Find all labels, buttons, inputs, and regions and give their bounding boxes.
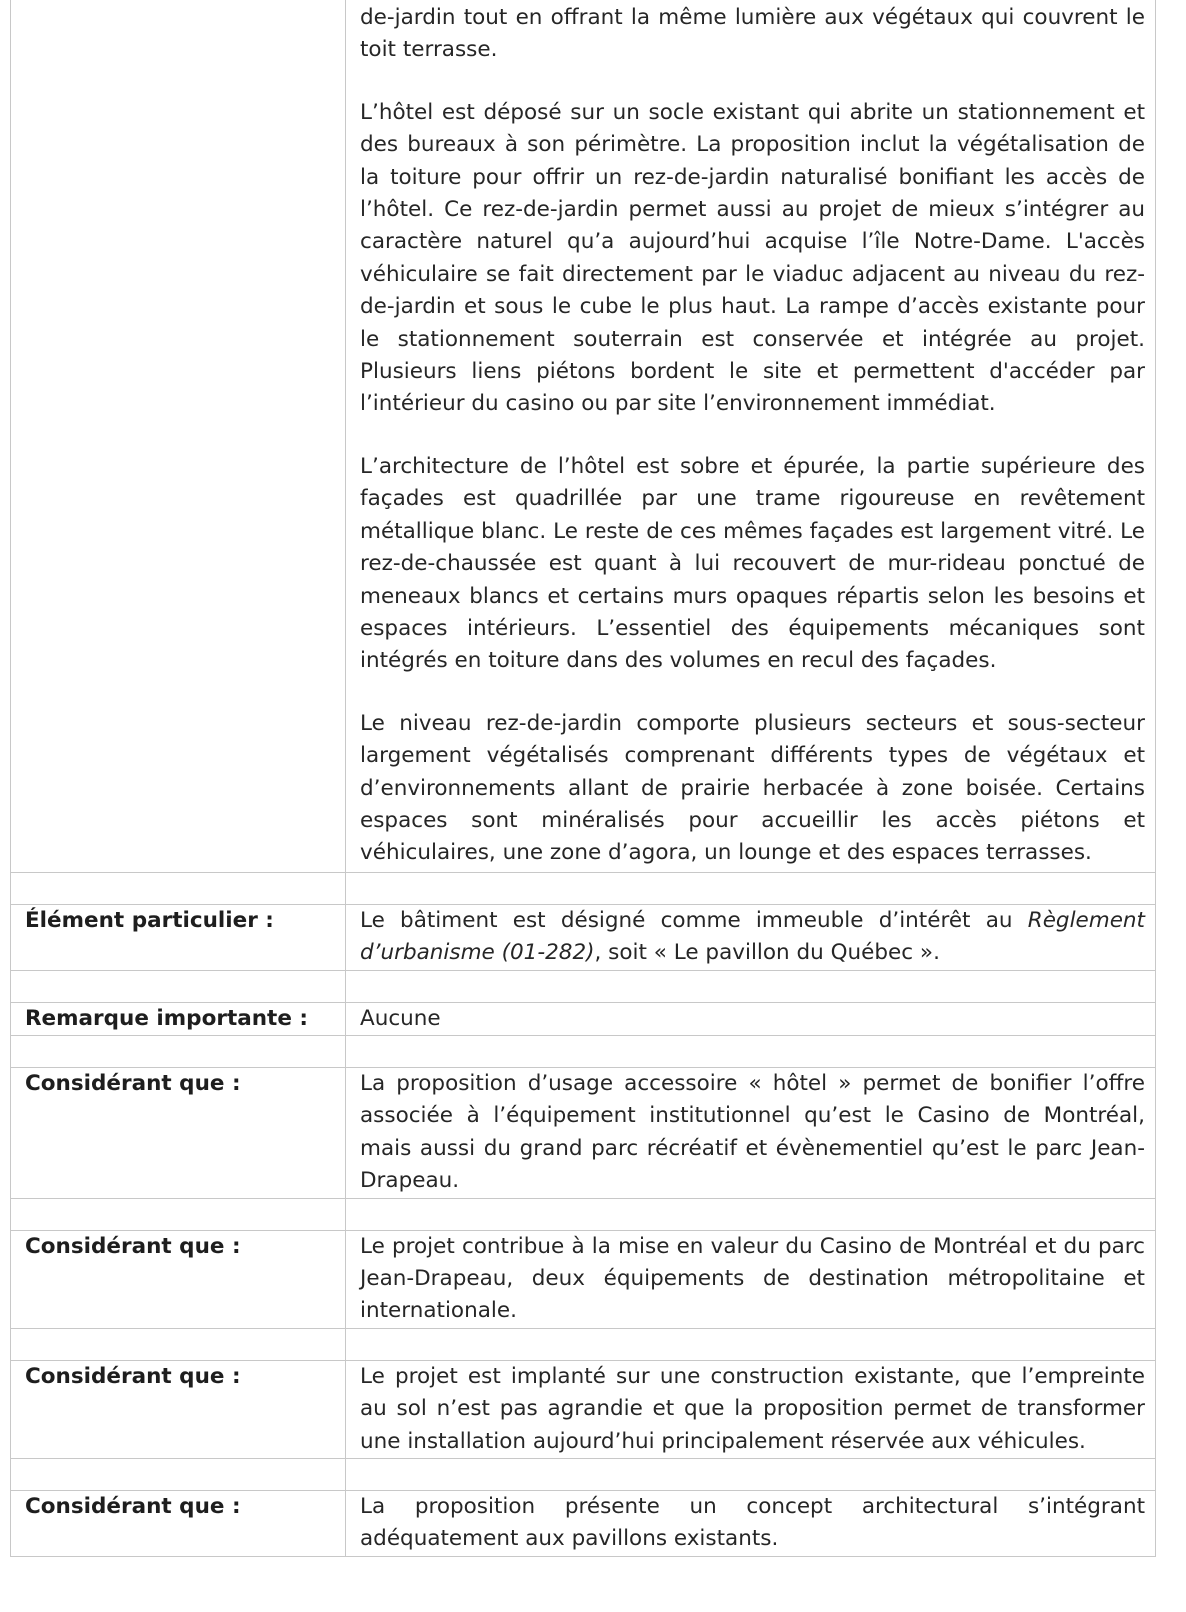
element-particulier-text: [346, 904, 1156, 970]
considerant-text: Le projet contribue à la mise en valeur du Casino de Montréal et du parc Jean-Drapeau, deux équipements de destination métropolitaine et internationale.: [346, 1230, 1156, 1328]
remarque-label: Remarque importante :: [11, 1002, 346, 1035]
remarque-row: [11, 1002, 1156, 1035]
remarque-text: Aucune: [346, 1002, 1156, 1035]
element-particulier-row: [11, 904, 1156, 970]
considerant-text: La proposition d’usage accessoire « hôtel » permet de bonifier l’offre associée à l’équipement institutionnel qu’est le Casino de Montréal, mais aussi du grand parc récréatif et évènementiel qu’est le parc Jean-Drapeau.: [346, 1067, 1156, 1198]
considerant-row: [11, 1067, 1156, 1198]
considerant-text: La proposition présente un concept architectural s’intégrant adéquatement aux pavillons existants.: [346, 1491, 1156, 1557]
considerant-row: [11, 1360, 1156, 1458]
spacer-row: [11, 1198, 1156, 1230]
description-paragraph: L’architecture de l’hôtel est sobre et épurée, la partie supérieure des façades est quadrillée par une trame rigoureuse en revêtement métallique blanc. Le reste de ces mêmes façades est largement vitré. Le rez-de-chaussée est quant à lui recouvert de mur-rideau ponctué de meneaux blancs et certains murs opaques répartis selon les besoins et espaces intérieurs. L’essentiel des équipements mécaniques sont intégrés en toiture dans des volumes en recul des façades.: [360, 453, 1145, 674]
considerant-text: Le projet est implanté sur une construction existante, que l’empreinte au sol n’est pas agrandie et que la proposition permet de transformer une installation aujourd’hui principalement réservée aux véhicules.: [346, 1360, 1156, 1458]
spacer-row: [11, 872, 1156, 904]
considerant-label: Considérant que :: [11, 1230, 346, 1328]
spacer-row: [11, 970, 1156, 1002]
description-paragraph: L’hôtel est déposé sur un socle existant qui abrite un stationnement et des bureaux à son périmètre. La proposition inclut la végétalisation de la toiture pour offrir un rez-de-jardin naturalisé bonifiant les accès de l’hôtel. Ce rez-de-jardin permet aussi au projet de mieux s’intégrer au caractère naturel qu’a aujourd’hui acquise l’île Notre-Dame. L'accès véhiculaire se fait directement par le viaduc adjacent au niveau du rez-de-jardin et sous le cube le plus haut. La rampe d’accès existante pour le stationnement souterrain est conservée et intégrée au projet. Plusieurs liens piétons bordent le site et permettent d'accéder par l’intérieur du casino ou par site l’environnement immédiat.: [360, 99, 1145, 417]
considerant-label: Considérant que :: [11, 1067, 346, 1198]
element-particulier-text-before: Le bâtiment est désigné comme immeuble d’intérêt au: [360, 907, 1028, 933]
considerant-row: [11, 1491, 1156, 1557]
considerant-label: Considérant que :: [11, 1491, 346, 1557]
description-label-cell: [11, 0, 346, 872]
spacer-row: [11, 1035, 1156, 1067]
element-particulier-text-after: , soit « Le pavillon du Québec ».: [594, 940, 940, 966]
description-paragraph: Le niveau rez-de-jardin comporte plusieurs secteurs et sous-secteur largement végétalisés comprenant différents types de végétaux et d’environnements allant de prairie herbacée à zone boisée. Certains espaces sont minéralisés pour accueillir les accès piétons et véhiculaires, une zone d’agora, un lounge et des espaces terrasses.: [360, 710, 1145, 866]
description-cell: [346, 0, 1156, 872]
decision-table: [10, 0, 1156, 1557]
spacer-row: [11, 1328, 1156, 1360]
element-particulier-label: Élément particulier :: [11, 904, 346, 970]
considerant-label: Considérant que :: [11, 1360, 346, 1458]
spacer-row: [11, 1459, 1156, 1491]
description-paragraph: de-jardin tout en offrant la même lumière aux végétaux qui couvrent le toit terrasse.: [360, 5, 1145, 63]
description-row: [11, 0, 1156, 872]
considerant-row: [11, 1230, 1156, 1328]
reglement-reference: Règlement d’urbanisme (01-282): [360, 907, 1145, 966]
